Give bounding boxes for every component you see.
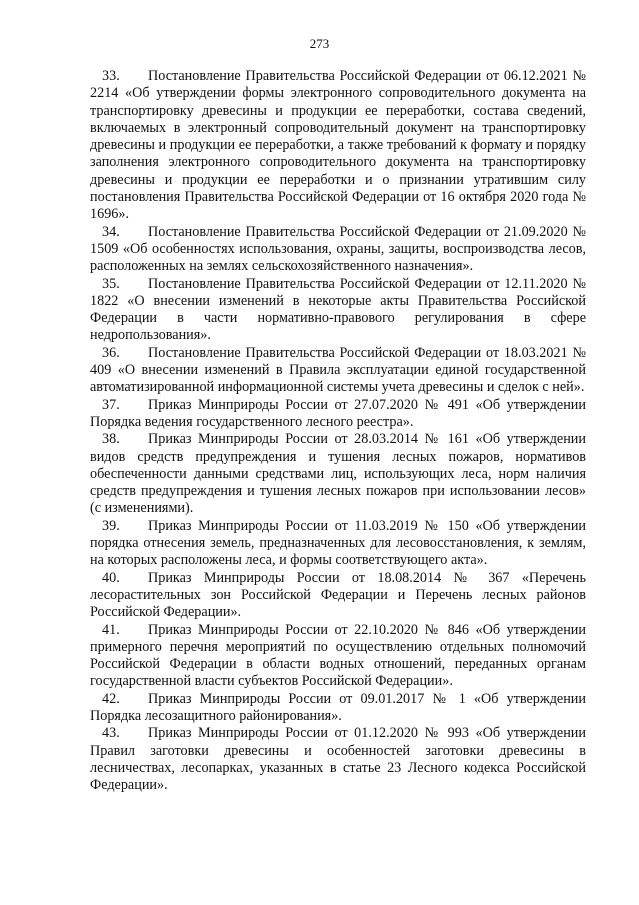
list-item (90, 397, 586, 432)
page-number: 273 (309, 36, 330, 51)
list-item (90, 570, 586, 622)
item-number: 39. (102, 517, 120, 534)
item-number: 38. (102, 431, 120, 448)
list-item (90, 345, 586, 397)
item-text: Постановление Правительства Российской Федерации от 21.09.2020 № 1509 «Об особенностях использования, охраны, защиты, воспроизводства лесов, расположенных на землях сельскохозяйственного назначения». (90, 223, 586, 275)
item-number: 43. (102, 725, 120, 742)
item-number: 33. (102, 68, 120, 84)
item-number: 34. (102, 223, 120, 240)
item-text: Приказ Минприроды России от 18.08.2014 № 367 «Перечень лесорастительных зон Российской Федерации и Перечень лесных районов Российской Федерации». (90, 569, 586, 621)
list-item (90, 518, 586, 570)
item-text: Приказ Минприроды России от 01.12.2020 № 993 «Об утверждении Правил заготовки древесины и особенностей заготовки древесины в лесничествах, лесопарках, указанных в статье 23 Лесного кодекса Российской Федерации». (90, 725, 586, 794)
list-item (90, 68, 586, 224)
item-number: 36. (102, 344, 120, 361)
list-item (90, 622, 586, 691)
item-text: Постановление Правительства Российской Федерации от 18.03.2021 № 409 «О внесении изменений в Правила эксплуатации единой государственной автоматизированной информационной системы учета древесины и сделок с ней». (90, 344, 586, 396)
item-number: 41. (102, 621, 120, 638)
item-text: Приказ Минприроды России от 11.03.2019 № 150 «Об утверждении порядка отнесения земель, предназначенных для лесовосстановления, к землям, на которых расположены леса, и формы соответствующего акта». (90, 517, 586, 569)
item-number: 42. (102, 690, 120, 707)
list-item (90, 224, 586, 276)
item-text: Постановление Правительства Российской Федерации от 12.11.2020 № 1822 «О внесении изменений в некоторые акты Правительства Российской Федерации в части нормативно-правового регулирования в сфере недропользования». (90, 275, 586, 344)
item-text: Приказ Минприроды России от 22.10.2020 № 846 «Об утверждении примерного перечня мероприятий по осуществлению отдельных полномочий Российской Федерации в области водных отношений, переданных органам государственной власти субъектов Российской Федерации». (90, 621, 586, 690)
item-number: 40. (102, 569, 120, 586)
item-text: Приказ Минприроды России от 27.07.2020 № 491 «Об утверждении Порядка ведения государственного лесного реестра». (90, 396, 586, 430)
item-text: Приказ Минприроды России от 09.01.2017 № 1 «Об утверждении Порядка лесозащитного районирования». (90, 690, 586, 724)
list-item (90, 691, 586, 726)
list-item (90, 725, 586, 794)
item-text: Приказ Минприроды России от 28.03.2014 № 161 «Об утверждении видов средств предупреждения и тушения лесных пожаров, нормативов обеспеченности данными средствами лиц, использующих леса, норм наличия средств предупреждения и тушения лесных пожаров при использовании лесов» (с изменениями). (90, 431, 586, 517)
item-text: Постановление Правительства Российской Федерации от 06.12.2021 № 2214 «Об утверждении формы электронного сопроводительного документа на транспортировку древесины и продукции ее переработки, состава сведений, включаемых в электронный сопроводительный документ на транспортировку древесины и продукции ее переработки, а также требований к формату и порядку заполнения электронного сопроводительного документа на транспортировку древесины и продукции ее переработки и о признании утратившим силу постановления Правительства Российской Федерации от 16 октября 2020 года № 1696». (90, 68, 586, 223)
regulation-list (90, 68, 586, 794)
list-item (90, 276, 586, 345)
item-number: 35. (102, 275, 120, 292)
list-item (90, 431, 586, 517)
item-number: 37. (102, 396, 120, 413)
